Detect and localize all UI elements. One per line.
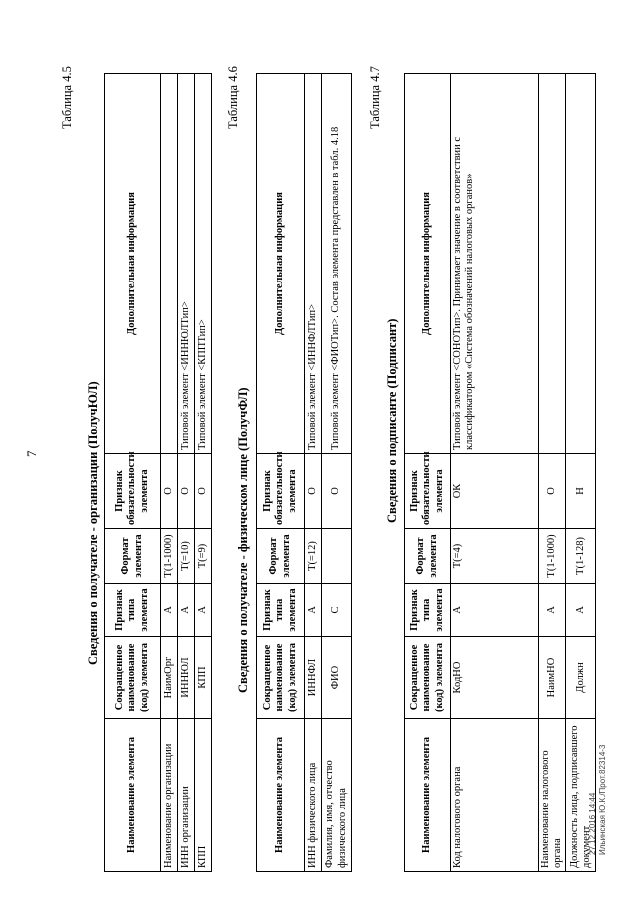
header-required: Признак обязательности элемента (405, 454, 451, 529)
cell-code: НаимНО (539, 637, 566, 719)
cell-type: А (539, 584, 566, 637)
table-header-row (257, 74, 305, 872)
cell-code: Должн (566, 637, 596, 719)
cell-required: О (305, 454, 322, 529)
header-info: Дополнительная информация (405, 74, 451, 454)
cell-type: А (161, 584, 178, 637)
header-format: Формат элемента (105, 529, 161, 584)
table-header-row (405, 74, 451, 872)
table-row (161, 74, 178, 872)
cell-code: ИННЮЛ (178, 637, 195, 719)
table-title-4-6: Сведения о получателе - физическом лице (ПолучФЛ) (236, 387, 250, 693)
header-name: Наименование элемента (105, 719, 161, 872)
cell-format: Т(=9) (195, 529, 212, 584)
cell-required: О (322, 454, 352, 529)
table-number-4-6: Таблица 4.6 (226, 66, 240, 129)
cell-required: О (195, 454, 212, 529)
cell-code: КПП (195, 637, 212, 719)
cell-type: А (305, 584, 322, 637)
footer-protocol: Ильинская Ю.К./Прот.82314-3 (597, 744, 607, 855)
cell-format: Т(1-128) (566, 529, 596, 584)
cell-info: Типовой элемент <ФИОТип>. Состав элемента представлен в табл. 4.18 (322, 74, 352, 454)
header-code: Сокращенное наименование (код) элемента (105, 637, 161, 719)
cell-required: О (178, 454, 195, 529)
table-4-7 (404, 73, 596, 872)
header-info: Дополнительная информация (105, 74, 161, 454)
header-type: Признак типа элемента (405, 584, 451, 637)
cell-name: ИНН организации (178, 719, 195, 872)
table-header-row (105, 74, 161, 872)
header-name: Наименование элемента (257, 719, 305, 872)
header-info: Дополнительная информация (257, 74, 305, 454)
cell-name: Должность лица, подписавшего документ (566, 719, 596, 872)
cell-info (161, 74, 178, 454)
header-code: Сокращенное наименование (код) элемента (405, 637, 451, 719)
header-format: Формат элемента (257, 529, 305, 584)
cell-format: Т(=12) (305, 529, 322, 584)
cell-required: Н (566, 454, 596, 529)
cell-code: НаимОрг (161, 637, 178, 719)
cell-format: Т(=10) (178, 529, 195, 584)
table-row (539, 74, 566, 872)
cell-type: А (451, 584, 539, 637)
cell-info (539, 74, 566, 454)
cell-name: Наименование налогового органа (539, 719, 566, 872)
table-title-4-7: Сведения о подписанте (Подписант) (385, 318, 399, 523)
cell-code: ФИО (322, 637, 352, 719)
cell-info: Типовой элемент <СОНОТип>. Принимает значение в соответствии с классификатором «Система обозначений налоговых органов» (451, 74, 539, 454)
header-code: Сокращенное наименование (код) элемента (257, 637, 305, 719)
cell-code: КодНО (451, 637, 539, 719)
table-number-4-5: Таблица 4.5 (60, 66, 74, 129)
cell-code: ИННФЛ (305, 637, 322, 719)
cell-info: Типовой элемент <ИННФЛТип> (305, 74, 322, 454)
cell-name: Наименование организации (161, 719, 178, 872)
cell-format: Т(1-1000) (539, 529, 566, 584)
cell-type: А (195, 584, 212, 637)
cell-required: О (161, 454, 178, 529)
cell-info: Типовой элемент <КППТип> (195, 74, 212, 454)
table-4-5 (104, 73, 212, 872)
footer-timestamp: 27.12.2016 14:44 (588, 792, 597, 855)
cell-info (566, 74, 596, 454)
cell-name: Фамилия, имя, отчество физического лица (322, 719, 352, 872)
cell-format: Т(=4) (451, 529, 539, 584)
cell-name: ИНН физического лица (305, 719, 322, 872)
table-row (178, 74, 195, 872)
page-number: 7 (24, 450, 39, 457)
table-row (305, 74, 322, 872)
cell-type: А (178, 584, 195, 637)
table-title-4-5: Сведения о получателе - организации (ПолучЮЛ) (86, 381, 100, 665)
cell-type: С (322, 584, 352, 637)
cell-name: КПП (195, 719, 212, 872)
header-format: Формат элемента (405, 529, 451, 584)
header-type: Признак типа элемента (105, 584, 161, 637)
cell-format: Т(1-1000) (161, 529, 178, 584)
cell-name: Код налогового органа (451, 719, 539, 872)
table-row (451, 74, 539, 872)
document-footer-stamp (588, 745, 607, 855)
table-4-6 (256, 73, 352, 872)
cell-info: Типовой элемент <ИННЮЛТип> (178, 74, 195, 454)
header-type: Признак типа элемента (257, 584, 305, 637)
table-row (195, 74, 212, 872)
header-required: Признак обязательности элемента (257, 454, 305, 529)
header-name: Наименование элемента (405, 719, 451, 872)
cell-format (322, 529, 352, 584)
header-required: Признак обязательности элемента (105, 454, 161, 529)
cell-required: ОК (451, 454, 539, 529)
table-number-4-7: Таблица 4.7 (368, 66, 382, 129)
cell-required: О (539, 454, 566, 529)
cell-type: А (566, 584, 596, 637)
table-row (322, 74, 352, 872)
